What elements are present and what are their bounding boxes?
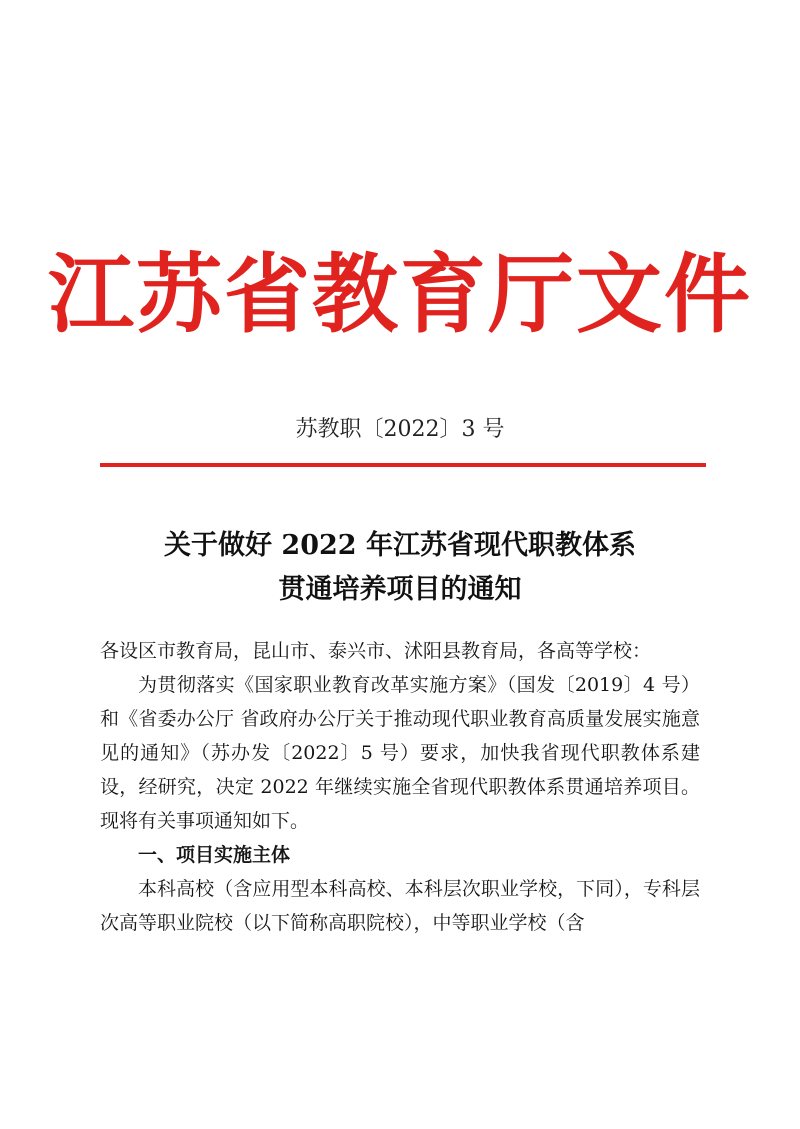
document-body — [100, 634, 700, 940]
salutation: 各设区市教育局，昆山市、泰兴市、沭阳县教育局，各高等学校： — [100, 640, 652, 662]
title-line-2: 贯通培养项目的通知 — [278, 574, 522, 605]
paragraph-intro: 为贯彻落实《国家职业教育改革实施方案》（国发〔2019〕4 号）和《省委办公厅 省政府办公厅关于推动现代职业教育高质量发展实施意见的通知》（苏办发〔2022〕5 号）要求，加快我省现代职教体系建设，经研究，决定 2022 年继续实施全省现代职教体系贯通培养项目。现将有关事项通知如下。 — [100, 674, 700, 832]
section-heading-1: 一、项目实施主体 — [138, 844, 291, 866]
document-number: 苏教职〔2022〕3 号 — [295, 417, 505, 442]
paragraph-section-1: 本科高校（含应用型本科高校、本科层次职业学校，下同），专科层次高等职业院校（以下简称高职院校），中等职业学校（含 — [100, 878, 700, 934]
document-title — [0, 524, 800, 612]
document-masthead: 江苏省教育厅文件 — [48, 245, 752, 345]
title-line-1: 关于做好 2022 年江苏省现代职教体系 — [164, 530, 636, 561]
red-divider-rule — [100, 463, 706, 467]
